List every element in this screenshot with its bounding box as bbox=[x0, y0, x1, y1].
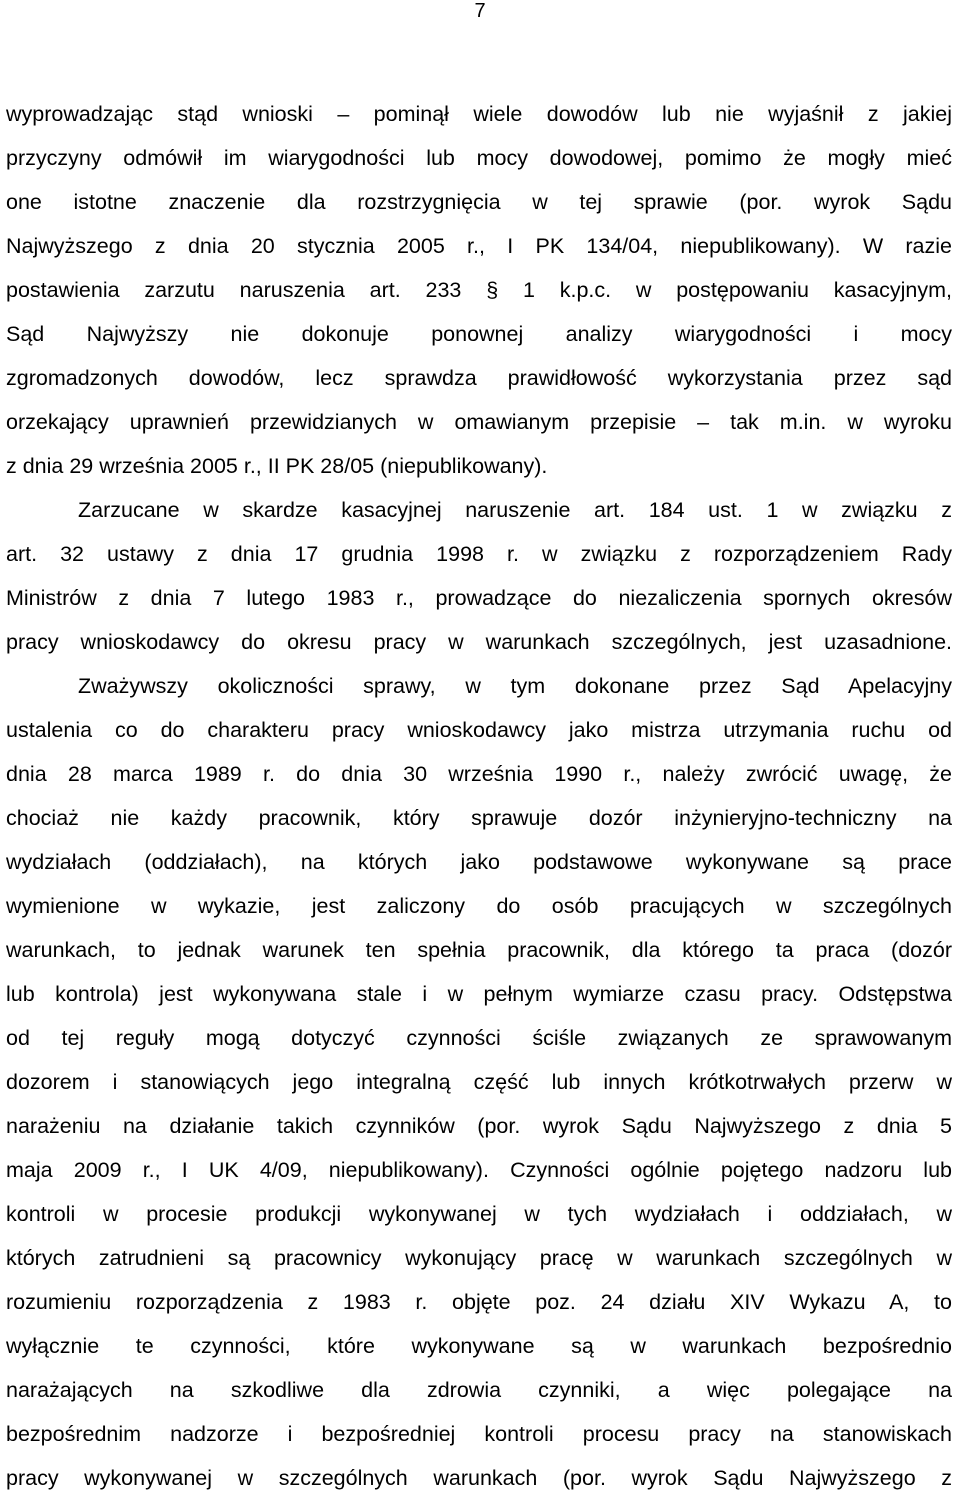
text-line: zgromadzonych dowodów, lecz sprawdza prawidłowość wykorzystania przez sąd bbox=[6, 366, 952, 390]
text-line: z dnia 29 września 2005 r., II PK 28/05 (niepublikowany). bbox=[6, 454, 548, 478]
text-line: rozumieniu rozporządzenia z 1983 r. objęte poz. 24 działu XIV Wykazu A, to bbox=[6, 1290, 952, 1314]
text-line: wyprowadzając stąd wnioski – pominął wiele dowodów lub nie wyjaśnił z jakiej bbox=[6, 102, 952, 126]
text-line: Ministrów z dnia 7 lutego 1983 r., prowadzące do niezaliczenia spornych okresów bbox=[6, 586, 952, 610]
text-line: narażeniu na działanie takich czynników (por. wyrok Sądu Najwyższego z dnia 5 bbox=[6, 1114, 952, 1138]
text-line: Zarzucane w skardze kasacyjnej naruszenie art. 184 ust. 1 w związku z bbox=[78, 498, 952, 522]
text-line: pracy wnioskodawcy do okresu pracy w warunkach szczególnych, jest uzasadnione. bbox=[6, 630, 952, 654]
text-line: Sąd Najwyższy nie dokonuje ponownej analizy wiarygodności i mocy bbox=[6, 322, 952, 346]
text-line: wydziałach (oddziałach), na których jako podstawowe wykonywane są prace bbox=[6, 850, 952, 874]
text-line: Zważywszy okoliczności sprawy, w tym dokonane przez Sąd Apelacyjny bbox=[78, 674, 952, 698]
text-line: wyłącznie te czynności, które wykonywane są w warunkach bezpośrednio bbox=[6, 1334, 952, 1358]
text-line: Najwyższego z dnia 20 stycznia 2005 r., I PK 134/04, niepublikowany). W razie bbox=[6, 234, 952, 258]
text-line: one istotne znaczenie dla rozstrzygnięcia w tej sprawie (por. wyrok Sądu bbox=[6, 190, 952, 214]
page-number: 7 bbox=[474, 0, 486, 22]
text-line: art. 32 ustawy z dnia 17 grudnia 1998 r. w związku z rozporządzeniem Rady bbox=[6, 542, 952, 566]
text-line: lub kontrola) jest wykonywana stale i w pełnym wymiarze czasu pracy. Odstępstwa bbox=[6, 982, 952, 1006]
text-line: pracy wykonywanej w szczególnych warunkach (por. wyrok Sądu Najwyższego z bbox=[6, 1466, 952, 1490]
text-line: warunkach, to jednak warunek ten spełnia pracownik, dla którego ta praca (dozór bbox=[6, 938, 952, 962]
text-line: bezpośrednim nadzorze i bezpośredniej kontroli procesu pracy na stanowiskach bbox=[6, 1422, 952, 1446]
text-line: narażających na szkodliwe dla zdrowia czynniki, a więc polegające na bbox=[6, 1378, 952, 1402]
text-line: przyczyny odmówił im wiarygodności lub mocy dowodowej, pomimo że mogły mieć bbox=[6, 146, 952, 170]
text-line: wymienione w wykazie, jest zaliczony do osób pracujących w szczególnych bbox=[6, 894, 952, 918]
text-line: których zatrudnieni są pracownicy wykonujący pracę w warunkach szczególnych w bbox=[6, 1246, 952, 1270]
text-line: maja 2009 r., I UK 4/09, niepublikowany). Czynności ogólnie pojętego nadzoru lub bbox=[6, 1158, 952, 1182]
text-line: kontroli w procesie produkcji wykonywanej w tych wydziałach i oddziałach, w bbox=[6, 1202, 952, 1226]
text-line: od tej reguły mogą dotyczyć czynności ściśle związanych ze sprawowanym bbox=[6, 1026, 952, 1050]
text-line: dozorem i stanowiących jego integralną część lub innych krótkotrwałych przerw w bbox=[6, 1070, 952, 1094]
text-line: dnia 28 marca 1989 r. do dnia 30 września 1990 r., należy zwrócić uwagę, że bbox=[6, 762, 952, 786]
text-line: chociaż nie każdy pracownik, który sprawuje dozór inżynieryjno-techniczny na bbox=[6, 806, 952, 830]
text-line: postawienia zarzutu naruszenia art. 233 § 1 k.p.c. w postępowaniu kasacyjnym, bbox=[6, 278, 952, 302]
text-line: ustalenia co do charakteru pracy wnioskodawcy jako mistrza utrzymania ruchu od bbox=[6, 718, 952, 742]
text-line: orzekający uprawnień przewidzianych w omawianym przepisie – tak m.in. w wyroku bbox=[6, 410, 952, 434]
